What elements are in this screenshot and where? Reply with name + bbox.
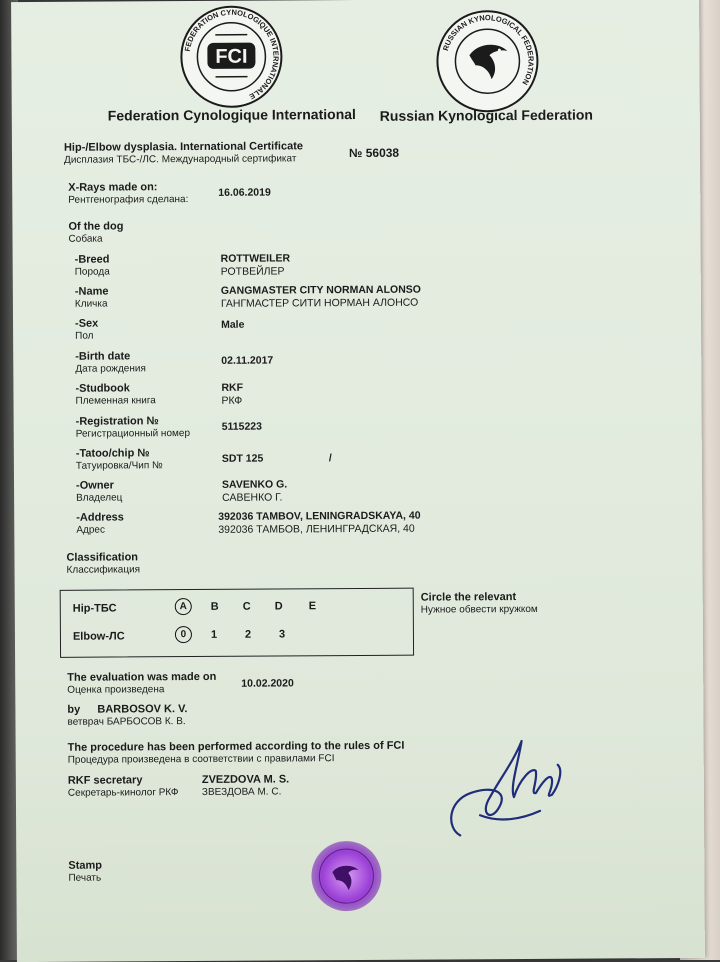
breed-label-en: -Breed	[75, 254, 110, 266]
secretary-label-en: RKF secretary	[68, 774, 143, 786]
certificate-number: № 56038	[349, 146, 399, 160]
address-value-ru: 392036 ТАМБОВ, ЛЕНИНГРАДСКАЯ, 40	[218, 523, 414, 536]
tattoo-label-en: -Tatoo/chip №	[76, 447, 150, 459]
fci-org-name: Federation Cynologique International	[108, 106, 356, 124]
evaluation-date: 10.02.2020	[241, 677, 294, 689]
registration-label-ru: Регистрационный номер	[76, 428, 190, 441]
vet-name-en: BARBOSOV K. V.	[97, 703, 187, 716]
owner-value-ru: САВЕНКО Г.	[222, 491, 282, 503]
tattoo-value: SDT 125	[222, 453, 264, 465]
hip-grade-e: E	[309, 600, 316, 612]
breed-value-ru: РОТВЕЙЛЕР	[221, 265, 285, 277]
hip-grade-c: C	[243, 601, 251, 613]
sex-value: Male	[221, 319, 244, 331]
registration-label-en: -Registration №	[76, 415, 159, 428]
studbook-value-en: RKF	[221, 382, 243, 394]
name-label-en: -Name	[75, 286, 109, 298]
hip-grade-b: B	[211, 601, 219, 613]
owner-label-en: -Owner	[76, 479, 114, 491]
procedure-ru: Процедура произведена в соответствии с правилами FCI	[68, 753, 335, 767]
certificate-title-en: Hip-/Elbow dysplasia. International Certificate	[64, 140, 303, 153]
sex-label-en: -Sex	[75, 318, 98, 330]
signature	[440, 731, 571, 848]
studbook-label-en: -Studbook	[75, 382, 129, 394]
rkf-logo	[435, 9, 540, 114]
dog-section-label-ru: Собака	[68, 234, 102, 246]
studbook-value-ru: РКФ	[221, 395, 242, 407]
hip-grade-a-circled: A	[175, 598, 192, 615]
sex-label-ru: Пол	[75, 331, 93, 343]
vet-name-ru: ветврач БАРБОСОВ К. В.	[67, 716, 185, 729]
secretary-name-ru: ЗВЕЗДОВА М. С.	[202, 786, 282, 798]
evaluation-label-en: The evaluation was made on	[67, 671, 216, 684]
elbow-grade-3: 3	[279, 628, 285, 640]
hip-label: Hip-ТБС	[73, 602, 117, 614]
svg-text:FEDERATION CYNOLOGIQUE INTERNA: FEDERATION CYNOLOGIQUE INTERNATIONALE	[182, 7, 280, 101]
certificate-paper	[11, 0, 705, 962]
breed-label-ru: Порода	[75, 267, 110, 279]
circle-note-ru: Нужное обвести кружком	[421, 604, 538, 617]
svg-text:FCI: FCI	[215, 46, 247, 68]
secretary-label-ru: Секретарь-кинолог РКФ	[68, 787, 179, 800]
xray-date: 16.06.2019	[218, 187, 271, 199]
tattoo-label-ru: Татуировка/Чип №	[76, 460, 163, 473]
classification-label-en: Classification	[66, 551, 138, 563]
classification-label-ru: Классификация	[67, 564, 141, 576]
name-label-ru: Кличка	[75, 299, 108, 311]
breed-value-en: ROTTWEILER	[221, 252, 290, 264]
svg-text:RUSSIAN KYNOLOGICAL FEDERATION: RUSSIAN KYNOLOGICAL FEDERATION	[441, 13, 536, 87]
address-label-ru: Адрес	[76, 525, 105, 537]
hip-grade-d: D	[275, 600, 283, 612]
classification-box	[60, 588, 414, 658]
procedure-en: The procedure has been performed according to the rules of FCI	[68, 740, 405, 754]
rkf-org-name: Russian Kynological Federation	[380, 107, 593, 124]
address-value-en: 392036 TAMBOV, LENINGRADSKAYA, 40	[218, 510, 420, 523]
circle-note-en: Circle the relevant	[421, 591, 516, 604]
name-value-en: GANGMASTER CITY NORMAN ALONSO	[221, 284, 421, 297]
address-label-en: -Address	[76, 511, 124, 523]
certificate-title-ru: Дисплазия ТБС-/ЛС. Международный сертификат	[64, 153, 296, 166]
birth-label-ru: Дата рождения	[75, 363, 146, 375]
stamp-label-en: Stamp	[68, 860, 102, 872]
name-value-ru: ГАНГМАСТЕР СИТИ НОРМАН АЛОНСО	[221, 297, 418, 310]
birth-label-en: -Birth date	[75, 350, 130, 362]
tattoo-separator: /	[329, 452, 332, 464]
elbow-grade-0-circled: 0	[175, 626, 192, 643]
registration-value: 5115223	[222, 421, 262, 433]
xray-label-ru: Рентгенография сделана:	[68, 194, 188, 207]
elbow-grade-1: 1	[211, 629, 217, 641]
secretary-name-en: ZVEZDOVA M. S.	[202, 773, 289, 786]
elbow-label: Elbow-ЛС	[73, 630, 125, 642]
evaluation-label-ru: Оценка произведена	[67, 684, 164, 697]
fci-logo	[179, 4, 284, 109]
evaluation-by: by	[67, 704, 80, 716]
owner-label-ru: Владелец	[76, 492, 122, 504]
studbook-label-ru: Племенная книга	[75, 395, 155, 407]
xray-label-en: X-Rays made on:	[68, 181, 157, 194]
birth-value: 02.11.2017	[221, 355, 273, 367]
dog-section-label-en: Of the dog	[68, 220, 123, 232]
stamp-seal	[308, 838, 384, 914]
elbow-grade-2: 2	[245, 629, 251, 641]
stamp-label-ru: Печать	[68, 873, 101, 885]
owner-value-en: SAVENKO G.	[222, 478, 287, 490]
